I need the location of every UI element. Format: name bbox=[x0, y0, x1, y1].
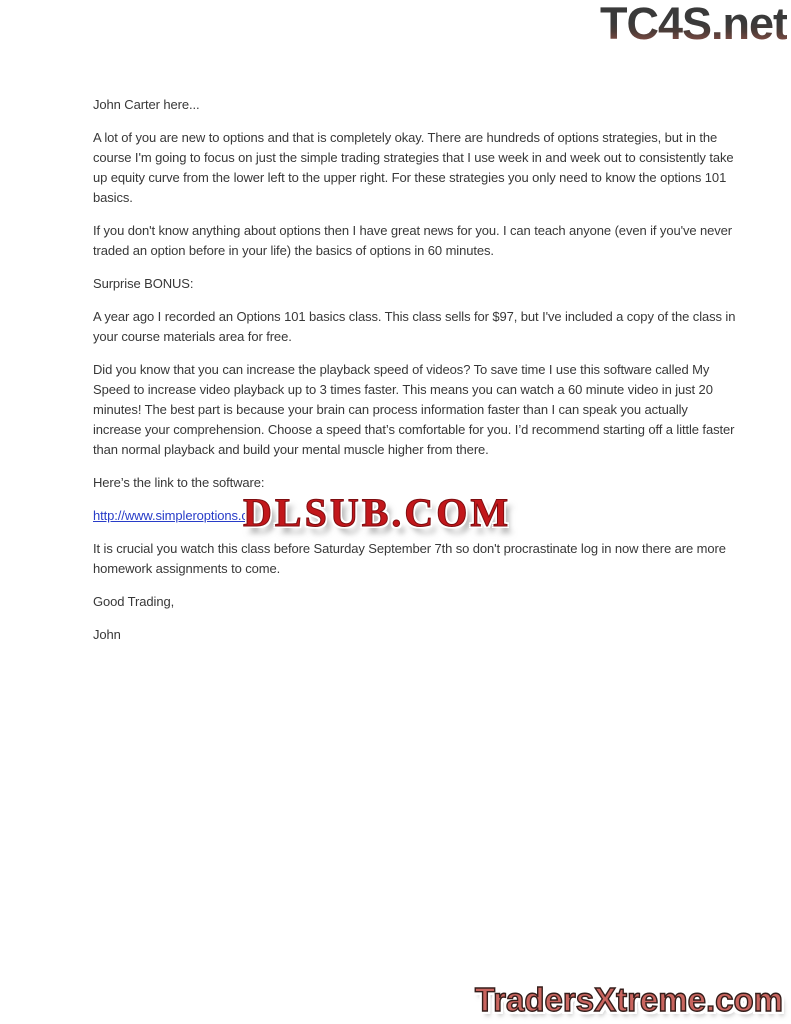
bonus-heading: Surprise BONUS: bbox=[93, 276, 194, 291]
signature-line: John bbox=[93, 627, 121, 642]
simpleroptions-link[interactable]: http://www.simpleroptions.c bbox=[93, 508, 248, 523]
tc4s-watermark-logo: TC4S.net bbox=[599, 0, 787, 49]
dlsub-watermark: DLSUB.COM bbox=[243, 490, 512, 535]
paragraph-crucial: It is crucial you watch this class before Saturday September 7th so don't procrastinate log in now there are more homework assignments to come. bbox=[93, 541, 726, 576]
paragraph-intro: A lot of you are new to options and that is completely okay. There are hundreds of options strategies, but in the course I'm going to focus on just the simple trading strategies that I use week in and week out to consistently take up equity curve from the lower left to the upper right. For these strategies you only need to know the options 101 basics. bbox=[93, 130, 734, 205]
closing-line: Good Trading, bbox=[93, 594, 175, 609]
link-intro-line: Here’s the link to the software: bbox=[93, 475, 265, 490]
tradersxtreme-watermark-logo: TradersXtreme.com bbox=[474, 981, 783, 1018]
paragraph-myspeed: Did you know that you can increase the playback speed of videos? To save time I use this software called My Speed to increase video playback up to 3 times faster. This means you can watch a 60 minute video in just 20 minutes! The best part is because your brain can process information faster than I can speak you actually increase your comprehension. Choose a speed that’s comfortable for you. I’d recommend starting off a little faster than normal playback and build your mental muscle higher from there. bbox=[93, 362, 735, 457]
paragraph-bonus: A year ago I recorded an Options 101 basics class. This class sells for $97, but I've included a copy of the class in your course materials area for free. bbox=[93, 309, 736, 344]
software-link-line bbox=[93, 490, 737, 535]
paragraph-teach: If you don't know anything about options then I have great news for you. I can teach anyone (even if you've never traded an option before in your life) the basics of options in 60 minutes. bbox=[93, 223, 733, 258]
letter-body bbox=[93, 95, 737, 658]
greeting-line: John Carter here... bbox=[93, 97, 200, 112]
